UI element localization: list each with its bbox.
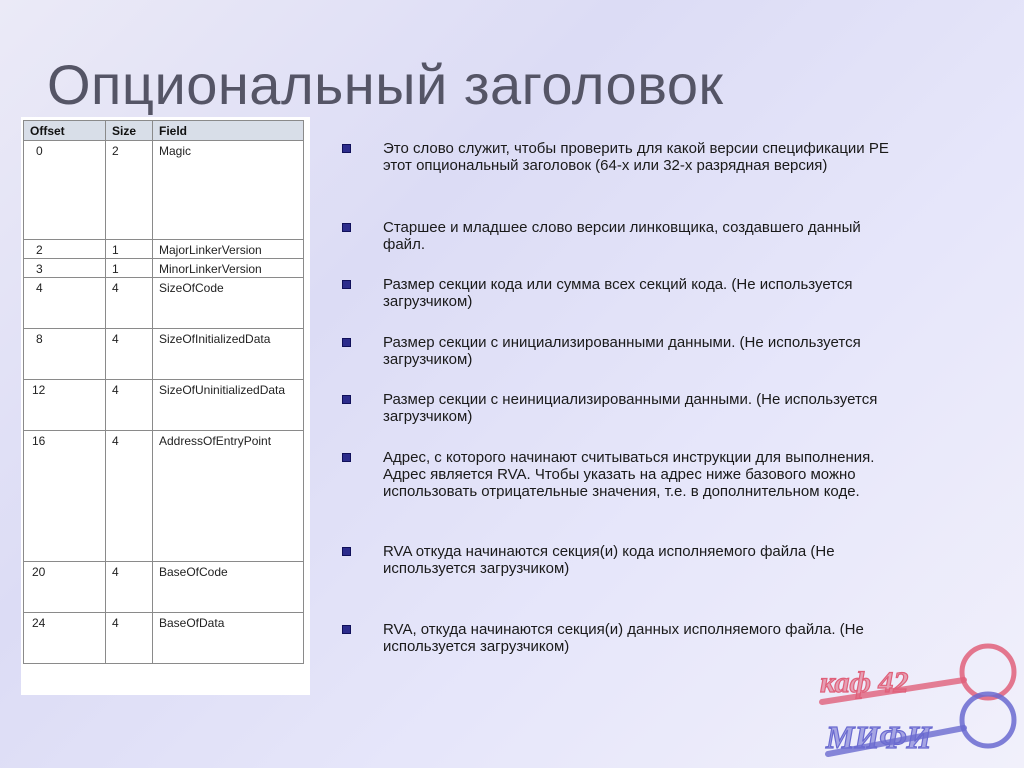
page-title: Опциональный заголовок <box>47 53 724 116</box>
square-bullet-icon <box>342 280 351 289</box>
list-item-text: Адрес, с которого начинают считываться инструкции для выполнения. Адрес является RVA. Чтобы указать на адрес ниже базового можно использовать отрицательные значения, т.е. в дополнительном коде. <box>383 449 875 500</box>
table-row <box>24 431 304 562</box>
column-header-offset: Offset <box>24 121 106 141</box>
cell-offset: 2 <box>24 240 106 259</box>
table-row <box>24 141 304 240</box>
cell-field: BaseOfData <box>153 613 304 664</box>
square-bullet-icon <box>342 625 351 634</box>
list-item-text: Это слово служит, чтобы проверить для какой версии спецификации PE этот опциональный заголовок (64-х или 32-х разрядная версия) <box>383 140 889 174</box>
cell-offset: 20 <box>24 562 106 613</box>
cell-field: SizeOfUninitializedData <box>153 380 304 431</box>
cell-offset: 24 <box>24 613 106 664</box>
table-row <box>24 259 304 278</box>
cell-offset: 0 <box>24 141 106 240</box>
logo-text-kaf42: каф 42 <box>820 666 909 699</box>
cell-field: SizeOfCode <box>153 278 304 329</box>
square-bullet-icon <box>342 547 351 556</box>
cell-field: Magic <box>153 141 304 240</box>
cell-size: 4 <box>106 329 153 380</box>
table-row <box>24 562 304 613</box>
cell-field: SizeOfInitializedData <box>153 329 304 380</box>
cell-size: 4 <box>106 562 153 613</box>
pe-optional-header-table-panel <box>21 117 310 695</box>
cell-field: MinorLinkerVersion <box>153 259 304 278</box>
cell-size: 4 <box>106 278 153 329</box>
square-bullet-icon <box>342 144 351 153</box>
table-row <box>24 278 304 329</box>
square-bullet-icon <box>342 223 351 232</box>
list-item-text: RVA откуда начинаются секция(и) кода исполняемого файла (Не используется загрузчиком) <box>383 543 835 577</box>
list-item-text: Размер секции с инициализированными данными. (Не используется загрузчиком) <box>383 334 861 368</box>
pe-optional-header-table <box>23 120 304 664</box>
square-bullet-icon <box>342 453 351 462</box>
list-item-text: RVA, откуда начинаются секция(и) данных исполняемого файла. (Не используется загрузчиком) <box>383 621 864 655</box>
table-row <box>24 613 304 664</box>
square-bullet-icon <box>342 395 351 404</box>
cell-field: BaseOfCode <box>153 562 304 613</box>
cell-offset: 16 <box>24 431 106 562</box>
table-row <box>24 329 304 380</box>
kaf42-mifi-logo-icon <box>812 636 1024 768</box>
column-header-size: Size <box>106 121 153 141</box>
cell-offset: 3 <box>24 259 106 278</box>
column-header-field: Field <box>153 121 304 141</box>
table-row <box>24 380 304 431</box>
cell-size: 1 <box>106 240 153 259</box>
list-item-text: Старшее и младшее слово версии линковщика, создавшего данный файл. <box>383 219 861 253</box>
cell-offset: 4 <box>24 278 106 329</box>
cell-size: 4 <box>106 380 153 431</box>
table-header-row <box>24 121 304 141</box>
logo-text-mifi: МИФИ <box>826 719 932 755</box>
cell-field: AddressOfEntryPoint <box>153 431 304 562</box>
square-bullet-icon <box>342 338 351 347</box>
cell-size: 1 <box>106 259 153 278</box>
list-item-text: Размер секции с неинициализированными данными. (Не используется загрузчиком) <box>383 391 878 425</box>
list-item-text: Размер секции кода или сумма всех секций кода. (Не используется загрузчиком) <box>383 276 853 310</box>
cell-size: 4 <box>106 431 153 562</box>
cell-offset: 8 <box>24 329 106 380</box>
cell-offset: 12 <box>24 380 106 431</box>
cell-field: MajorLinkerVersion <box>153 240 304 259</box>
table-row <box>24 240 304 259</box>
cell-size: 2 <box>106 141 153 240</box>
cell-size: 4 <box>106 613 153 664</box>
